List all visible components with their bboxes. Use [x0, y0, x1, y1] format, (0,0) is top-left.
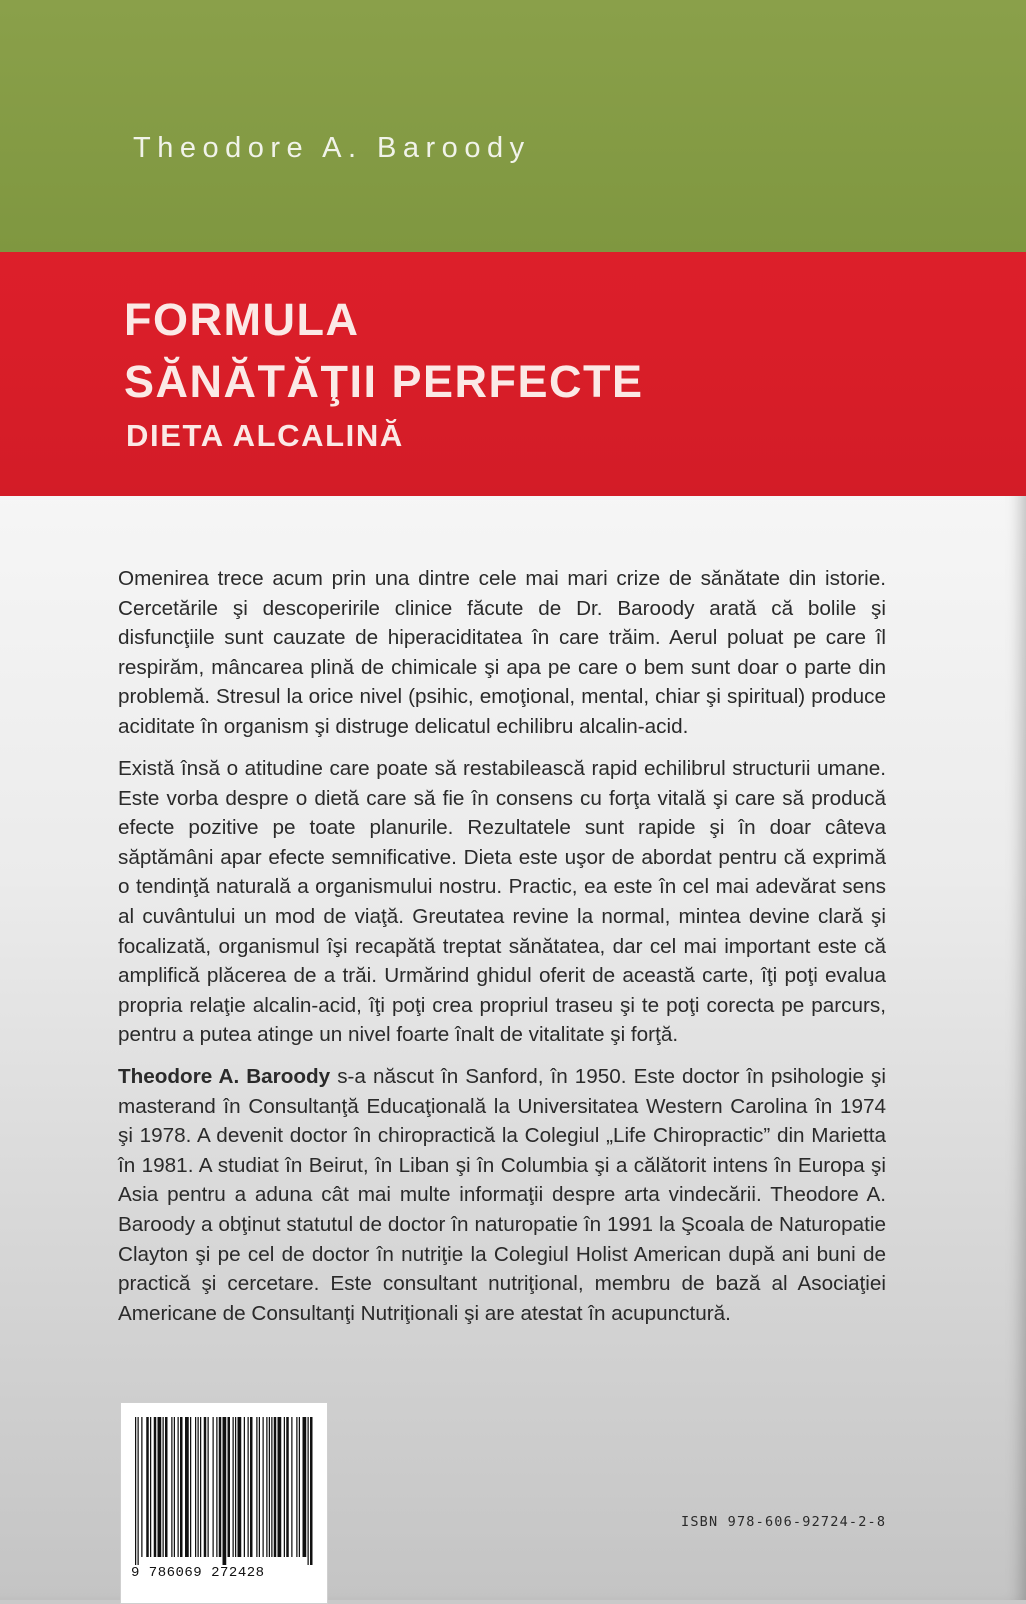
description-paragraph-1: Omenirea trece acum prin una dintre cele mai mari crize de sănătate din istorie. Cercetările şi descoperirile clinice făcute de Dr. Baroody arată că bolile şi disfuncţiile sunt cauzate de hiperaciditatea în care trăim. Aerul poluat pe care îl respirăm, mâncarea plină de chimicale şi apa pe care o bem sunt doar o parte din problemă. Stresul la orice nivel (psihic, emoţional, mental, chiar şi spiritual) produce aciditate în organism şi distruge delicatul echilibru alcalin-acid. — [118, 567, 886, 738]
barcode-bar — [198, 1417, 199, 1557]
barcode-bar — [154, 1417, 157, 1557]
barcode-bar — [299, 1417, 300, 1557]
barcode-bar — [235, 1417, 236, 1557]
book-subtitle: DIETA ALCALINĂ — [126, 418, 404, 453]
barcode-bar — [296, 1417, 297, 1557]
barcode-bar — [250, 1417, 253, 1557]
barcode-bar — [138, 1417, 139, 1565]
author-name: Theodore A. Baroody — [133, 132, 531, 164]
barcode-bar — [213, 1417, 214, 1557]
author-bio-name: Theodore A. Baroody — [118, 1065, 331, 1088]
barcode-bar — [146, 1417, 149, 1557]
barcode-bar — [238, 1417, 242, 1557]
barcode-bar — [310, 1417, 313, 1565]
barcode-bar — [266, 1417, 267, 1557]
barcode-bar — [278, 1417, 282, 1557]
barcode-bar — [171, 1417, 172, 1557]
barcode-bar — [219, 1417, 222, 1557]
barcode-bar — [303, 1417, 307, 1557]
barcode-bar — [256, 1417, 257, 1557]
barcode-digits: 9 786069 272428 — [131, 1565, 265, 1581]
barcode-bar — [228, 1417, 231, 1557]
header-band — [0, 0, 1026, 252]
barcode-bar — [158, 1417, 162, 1557]
barcode-bar — [141, 1417, 142, 1557]
barcode-bar — [263, 1417, 264, 1557]
author-bio — [118, 1062, 886, 1328]
book-title-line-1: FORMULA — [124, 294, 360, 345]
barcode-bar — [291, 1417, 292, 1557]
barcode-bar — [286, 1417, 289, 1557]
barcode-bar — [269, 1417, 270, 1557]
barcode-bar — [208, 1417, 209, 1557]
barcode-bar — [135, 1417, 136, 1565]
barcode-bar — [165, 1417, 168, 1557]
barcode-bar — [195, 1417, 196, 1557]
barcode-bar — [244, 1417, 245, 1557]
barcode-bar — [180, 1417, 183, 1557]
barcode-bar — [150, 1417, 151, 1557]
description-paragraph-2: Există însă o atitudine care poate să restabilească rapid echilibrul structurii umane. Este vorba despre o dietă care să fie în consens cu forţa vitală şi care să producă efecte pozitive pe toate planurile. Rezultatele sunt rapide şi în doar câteva săptămâni apar efecte semnificative. Dieta este uşor de abordat pentru că exprimă o tendinţă naturală a organismului nostru. Practic, ea este în cel mai adevărat sens al cuvântului un mod de viaţă. Greutatea revine la normal, mintea devine clară şi focalizată, organismul îşi recapătă treptat sănătatea, dar cel mai important este că amplifică plăcerea de a trăi. Urmărind ghidul oferit de această carte, îţi poţi evalua propria relaţie alcalin-acid, îţi poţi crea propriul traseu şi te poţi corecta pe parcurs, pentru a putea atinge un nivel foarte înalt de vitalitate şi forţă. — [118, 757, 886, 1047]
barcode-bar — [274, 1417, 277, 1557]
isbn-number: ISBN 978-606-92724-2-8 — [681, 1514, 887, 1530]
barcode-bar — [163, 1417, 164, 1557]
barcode-bar — [248, 1417, 249, 1557]
barcode-bar — [200, 1417, 201, 1557]
barcode-bar — [178, 1417, 179, 1557]
barcode-bar — [271, 1417, 272, 1557]
book-title-line-2: SĂNĂTĂŢII PERFECTE — [124, 356, 644, 407]
barcode-bar — [185, 1417, 189, 1557]
barcode-bar — [308, 1417, 309, 1565]
barcode-label — [120, 1402, 328, 1604]
barcode-bar — [174, 1417, 175, 1557]
barcode-bar — [216, 1417, 217, 1557]
barcode-bar — [223, 1417, 227, 1565]
author-bio-text: s-a născut în Sanford, în 1950. Este doctor în psihologie şi masterand în Consultanţă Educaţională la Universitatea Western Carolina în 1974 şi 1978. A devenit doctor în chiropractică la Colegiul „Life Chiropractic” din Marietta în 1981. A studiat în Beirut, în Liban şi în Columbia şi a călătorit intens în Europa şi Asia pentru a aduna cât mai multe informaţii despre arta vindecării. Theodore A. Baroody a obţinut statutul de doctor în naturopatie în 1991 la Şcoala de Naturopatie Clayton şi pe cel de doctor în nutriţie la Colegiul Holist American după ani buni de practică şi cercetare. Este consultant nutriţional, membru de bază al Asociaţiei Americane de Consultanţi Nutriţionali şi are atestat în acupunctură. — [118, 1065, 886, 1325]
barcode-bar — [284, 1417, 285, 1557]
barcode-icon — [131, 1417, 317, 1565]
barcode-bar — [190, 1417, 191, 1557]
barcode-bar — [204, 1417, 207, 1557]
barcode-bar — [233, 1417, 234, 1557]
barcode-bar — [259, 1417, 260, 1557]
